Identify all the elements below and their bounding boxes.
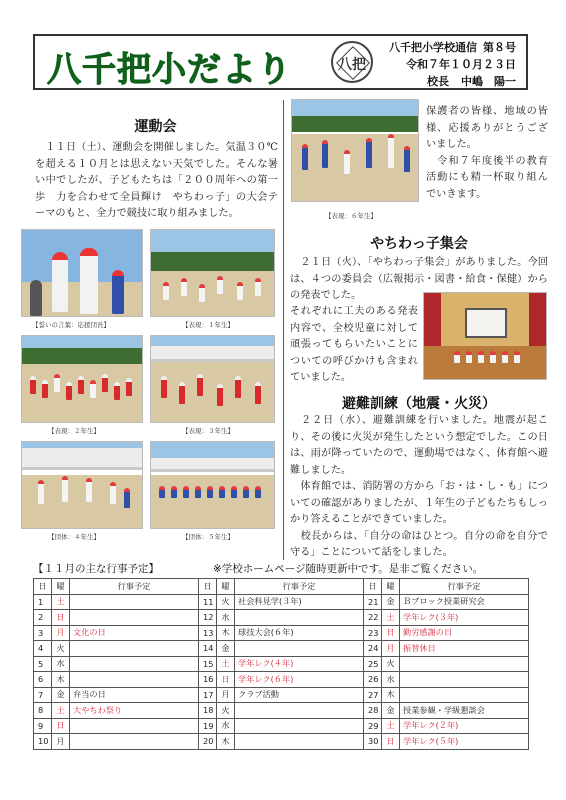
event-name: [70, 594, 199, 610]
event-weekday: 日: [52, 610, 70, 626]
caption-grade6: 【表現：６年生】: [325, 212, 377, 220]
events-title: 【１１月の主な行事予定】: [33, 563, 159, 575]
event-day: 22: [364, 610, 382, 626]
newsletter-name: 八千把小学校通信: [389, 41, 477, 54]
column-divider: [283, 100, 284, 560]
photo-grade3: [150, 335, 275, 423]
issue-date: 令和７年１０月２３日: [406, 58, 516, 71]
event-day: 25: [364, 656, 382, 672]
event-name: [400, 656, 529, 672]
photo-grade5: [150, 441, 275, 529]
event-day: 16: [199, 672, 217, 688]
event-day: 21: [364, 594, 382, 610]
event-name: [400, 687, 529, 703]
event-day: 1: [34, 594, 52, 610]
seal-text: 八把: [338, 57, 366, 73]
event-day: 29: [364, 718, 382, 734]
event-day: 18: [199, 703, 217, 719]
undokai-body: １１日（土）、運動会を開催しました。気温３０℃を超える１０月とは思えない天気でした。そんな暑い中でしたが、子どもたちは「２００周年への第一歩 力を合わせて全員輝け やちわっ子」の大会テーマのもと、全力で競技に取り組みました。: [35, 142, 278, 219]
event-name: [235, 610, 364, 626]
col-weekday: 曜: [382, 579, 400, 595]
photo-grade1: [150, 229, 275, 317]
photo-grade4: [21, 441, 143, 529]
table-row: [34, 625, 529, 641]
events-header-row: [34, 579, 529, 595]
event-name: [70, 641, 199, 657]
event-weekday: 木: [52, 672, 70, 688]
event-weekday: 金: [382, 703, 400, 719]
event-day: 15: [199, 656, 217, 672]
event-day: 13: [199, 625, 217, 641]
thanks-message: 保護者の皆様、地域の皆様、応援ありがとうございました。 令和７年度後半の教育活動にも精一杯取り組んでいきます。: [426, 106, 548, 200]
events-note: ※学校ホームページ随時更新中です。是非ご覧ください。: [213, 563, 484, 575]
event-name: [70, 734, 199, 750]
caption-oath: 【誓いの言葉：応援団長】: [32, 321, 110, 329]
col-event: 行事予定: [70, 579, 199, 595]
event-name: 授業参観・学級懇談会: [400, 703, 529, 719]
event-day: 27: [364, 687, 382, 703]
col-day: 日: [199, 579, 217, 595]
event-name: [235, 641, 364, 657]
event-day: 28: [364, 703, 382, 719]
table-row: [34, 718, 529, 734]
caption-grade2: 【表現：２年生】: [48, 427, 100, 435]
issue-number: 第８号: [483, 41, 516, 54]
event-name: 社会科見学(３年): [235, 594, 364, 610]
event-name: 振替休日: [400, 641, 529, 657]
event-weekday: 水: [382, 672, 400, 688]
event-weekday: 土: [217, 656, 235, 672]
event-name: 球技大会(６年): [235, 625, 364, 641]
event-day: 24: [364, 641, 382, 657]
caption-grade5: 【団体：５年生】: [182, 533, 234, 541]
event-weekday: 水: [52, 656, 70, 672]
table-row: [34, 687, 529, 703]
event-day: 23: [364, 625, 382, 641]
table-row: [34, 641, 529, 657]
event-day: 4: [34, 641, 52, 657]
event-day: 3: [34, 625, 52, 641]
event-weekday: 火: [217, 703, 235, 719]
event-weekday: 木: [217, 734, 235, 750]
event-day: 7: [34, 687, 52, 703]
event-weekday: 金: [52, 687, 70, 703]
event-day: 19: [199, 718, 217, 734]
col-event: 行事予定: [235, 579, 364, 595]
event-weekday: 水: [217, 718, 235, 734]
event-day: 30: [364, 734, 382, 750]
event-day: 14: [199, 641, 217, 657]
newsletter-title: 八千把小だより: [47, 50, 292, 90]
events-header: [33, 561, 483, 576]
event-weekday: 日: [382, 625, 400, 641]
table-row: [34, 703, 529, 719]
event-name: 学年レク(２年): [400, 718, 529, 734]
event-weekday: 水: [217, 610, 235, 626]
event-name: 学年レク(６年): [235, 672, 364, 688]
event-name: Ｂブロック授業研究会: [400, 594, 529, 610]
col-day: 日: [364, 579, 382, 595]
caption-grade3: 【表現：３年生】: [182, 427, 234, 435]
event-weekday: 金: [217, 641, 235, 657]
col-weekday: 曜: [217, 579, 235, 595]
col-weekday: 曜: [52, 579, 70, 595]
event-name: 学年レク(４年): [235, 656, 364, 672]
event-weekday: 月: [52, 625, 70, 641]
event-name: [70, 672, 199, 688]
school-seal-icon: [331, 41, 373, 83]
event-name: [235, 734, 364, 750]
principal-role: 校長: [427, 75, 449, 88]
event-weekday: 土: [52, 703, 70, 719]
event-weekday: 月: [217, 687, 235, 703]
event-day: 26: [364, 672, 382, 688]
photo-grade6: [291, 99, 419, 202]
event-day: 2: [34, 610, 52, 626]
caption-grade4: 【団体：４年生】: [48, 533, 100, 541]
event-day: 6: [34, 672, 52, 688]
photo-grade2: [21, 335, 143, 423]
event-name: クラブ活動: [235, 687, 364, 703]
caption-grade1: 【表現：１年生】: [182, 321, 234, 329]
event-name: [400, 672, 529, 688]
photo-oath: [21, 229, 143, 317]
event-weekday: 日: [217, 672, 235, 688]
event-name: 大やちわ祭り: [70, 703, 199, 719]
events-body: [34, 594, 529, 749]
event-name: [70, 656, 199, 672]
event-day: 9: [34, 718, 52, 734]
event-day: 5: [34, 656, 52, 672]
event-day: 11: [199, 594, 217, 610]
event-day: 8: [34, 703, 52, 719]
event-weekday: 土: [382, 610, 400, 626]
event-name: [235, 703, 364, 719]
masthead: [33, 34, 528, 90]
issue-info: [389, 39, 516, 90]
col-day: 日: [34, 579, 52, 595]
event-weekday: 火: [382, 656, 400, 672]
event-weekday: 金: [382, 594, 400, 610]
event-weekday: 土: [52, 594, 70, 610]
event-name: 勤労感謝の日: [400, 625, 529, 641]
events-table: [33, 578, 529, 750]
principal-name: 中嶋 陽一: [461, 75, 516, 88]
hinan-heading: 避難訓練（地震・火災）: [342, 396, 496, 412]
event-weekday: 日: [382, 734, 400, 750]
event-day: 10: [34, 734, 52, 750]
event-weekday: 土: [382, 718, 400, 734]
event-name: 学年レク(３年): [400, 610, 529, 626]
photo-assembly: [423, 292, 547, 380]
table-row: [34, 656, 529, 672]
event-name: [235, 718, 364, 734]
event-weekday: 日: [52, 718, 70, 734]
event-name: [70, 718, 199, 734]
event-weekday: 木: [382, 687, 400, 703]
yachiwakko-heading: やちわっ子集会: [370, 236, 468, 252]
event-day: 20: [199, 734, 217, 750]
event-weekday: 木: [217, 625, 235, 641]
event-name: 学年レク(５年): [400, 734, 529, 750]
event-name: 弁当の日: [70, 687, 199, 703]
col-event: 行事予定: [400, 579, 529, 595]
event-day: 12: [199, 610, 217, 626]
event-weekday: 月: [52, 734, 70, 750]
event-weekday: 月: [382, 641, 400, 657]
yachiwakko-body-lead: ２１日（火）、「やちわっ子集会」がありました。今回は、４つの委員会（広報掲示・図書・給食・保健）からの発表でした。: [290, 257, 548, 301]
yachiwakko-body-side: それぞれに工夫のある発表内容で、全校児童に対して頑張ってもらいたいことについての呼びかけも含まれていました。: [290, 306, 418, 383]
event-name: [70, 610, 199, 626]
table-row: [34, 672, 529, 688]
table-row: [34, 610, 529, 626]
event-weekday: 火: [52, 641, 70, 657]
event-name: 文化の日: [70, 625, 199, 641]
hinan-body: ２２日（水）、避難訓練を行いました。地震が起こり、その後に火災が発生したという想定でした。この日は、雨が降っていたので、運動場ではなく、体育館へ避難しました。 体育館では、消防署の方から「お・は・し・も」についての確認がありましたが、１年生の子どもたちもしっかり答えることができていました。 校長からは、「自分の命はひとつ。自分の命を自分で守る」ことについて話をしました。: [290, 415, 548, 558]
table-row: [34, 734, 529, 750]
table-row: [34, 594, 529, 610]
event-day: 17: [199, 687, 217, 703]
event-weekday: 火: [217, 594, 235, 610]
undokai-heading: 運動会: [134, 119, 177, 135]
